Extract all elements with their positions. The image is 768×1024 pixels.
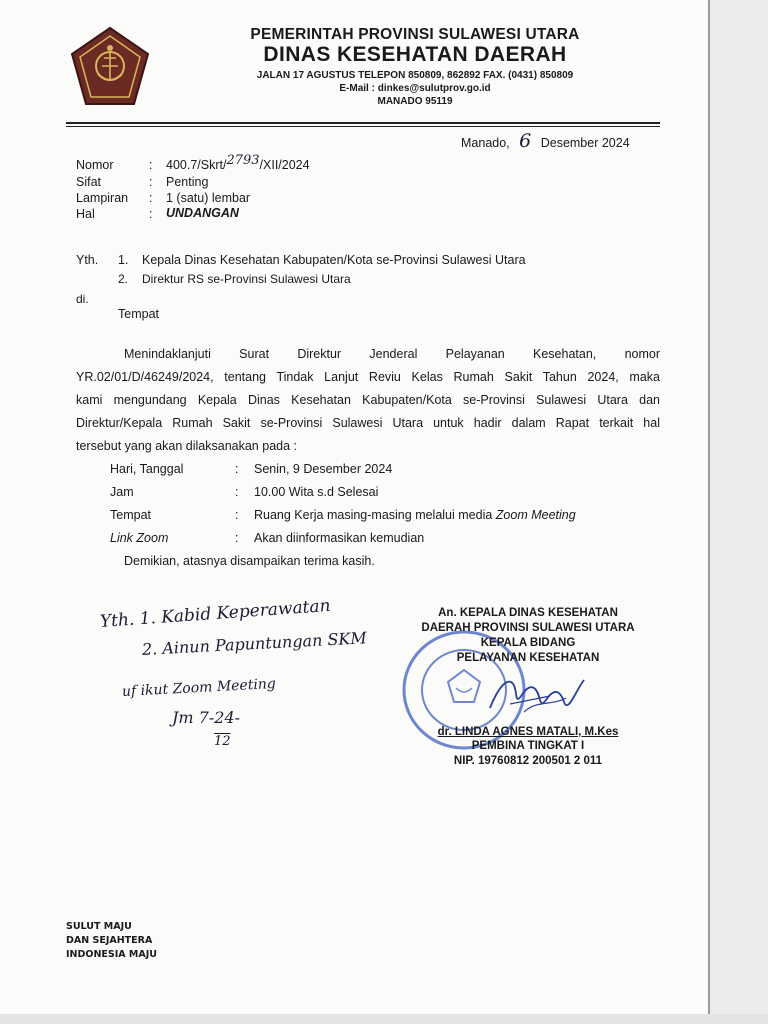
nomor-prefix: 400.7/Skrt/ <box>166 158 227 172</box>
date-month-year: Desember 2024 <box>540 136 630 150</box>
letterhead-rule-thin <box>66 126 660 127</box>
body-line-5: tersebut yang akan dilaksanakan pada : <box>76 439 297 453</box>
nomor-handwritten: 2793 <box>226 153 260 168</box>
meta-sifat-label: Sifat <box>76 175 102 189</box>
detail-place-colon: : <box>235 508 239 522</box>
meta-nomor-colon: : <box>149 158 153 172</box>
handwritten-note-line-5: 12 <box>214 734 231 749</box>
signatory-name: dr. LINDA AGNES MATALI, M.Kes <box>437 726 619 738</box>
meta-lampiran-colon: : <box>149 191 153 205</box>
signature-line-3: KEPALA BIDANG <box>480 637 576 649</box>
place-text: Ruang Kerja masing-masing melalui media <box>254 508 496 522</box>
signatory-rank: PEMBINA TINGKAT I <box>471 740 585 752</box>
recipient-1-text: Kepala Dinas Kesehatan Kabupaten/Kota se-Provinsi Sulawesi Utara <box>142 253 526 267</box>
detail-link-value: Akan diinformasikan kemudian <box>254 531 425 545</box>
handwritten-note-line-1: Yth. 1. Kabid Keperawatan <box>99 595 332 632</box>
letterhead-address: JALAN 17 AGUSTUS TELEPON 850809, 862892 FAX. (0431) 850809 <box>256 70 574 81</box>
meta-sifat-value: Penting <box>166 175 209 189</box>
detail-date-label: Hari, Tanggal <box>110 462 184 476</box>
detail-date-value: Senin, 9 Desember 2024 <box>254 462 393 476</box>
signature-line-2: DAERAH PROVINSI SULAWESI UTARA <box>421 622 635 634</box>
detail-place-value <box>254 508 576 522</box>
detail-link-label: Link Zoom <box>110 531 169 545</box>
detail-time-colon: : <box>235 485 239 499</box>
detail-date-colon: : <box>235 462 239 476</box>
detail-place-label: Tempat <box>110 508 151 522</box>
recipient-1-num: 1. <box>118 253 129 267</box>
meta-hal-label: Hal <box>76 207 95 221</box>
closing-text: Demikian, atasnya disampaikan terima kasih. <box>124 554 375 568</box>
signatory-nip: NIP. 19760812 200501 2 011 <box>453 755 603 767</box>
date-day-handwritten: 6 <box>519 130 532 152</box>
handwritten-signature <box>480 660 590 730</box>
footer-slogan-3: INDONESIA MAJU <box>66 949 157 960</box>
recipients-di: di. <box>76 292 89 306</box>
background-strip <box>710 0 768 1024</box>
meta-hal-value: UNDANGAN <box>166 206 239 220</box>
letterhead-rule <box>66 122 660 124</box>
nomor-suffix: /XII/2024 <box>259 158 310 172</box>
background-bottom <box>0 1014 768 1024</box>
meta-hal-colon: : <box>149 207 153 221</box>
date-place: Manado, <box>461 136 510 150</box>
meta-lampiran-label: Lampiran <box>76 191 129 205</box>
signature-line-1: An. KEPALA DINAS KESEHATAN <box>438 607 618 619</box>
signature-line-4: PELAYANAN KESEHATAN <box>456 652 600 664</box>
letterhead-government: PEMERINTAH PROVINSI SULAWESI UTARA <box>250 26 580 43</box>
body-line-3: kami mengundang Kepala Dinas Kesehatan Kabupaten/Kota se-Provinsi Sulawesi Utara dan <box>76 393 660 407</box>
recipients-prefix: Yth. <box>76 253 99 267</box>
handwritten-note-line-4: Jm 7-24- <box>172 708 241 727</box>
detail-link-colon: : <box>235 531 239 545</box>
letterhead-email: E-Mail : dinkes@sulutprov.go.id <box>339 83 491 94</box>
recipient-2-num: 2. <box>118 272 129 286</box>
body-line-4: Direktur/Kepala Rumah Sakit se-Provinsi Sulawesi Utara untuk hadir dalam Rapat terkait hal <box>76 416 660 430</box>
footer-slogan-2: DAN SEJAHTERA <box>66 935 153 946</box>
detail-time-value: 10.00 Wita s.d Selesai <box>254 485 379 499</box>
recipients-tempat: Tempat <box>118 307 159 321</box>
handwritten-note-line-2: 2. Ainun Papuntungan SKM <box>141 628 368 659</box>
footer-slogan-1: SULUT MAJU <box>66 921 132 932</box>
recipient-2-text: Direktur RS se-Provinsi Sulawesi Utara <box>142 272 351 286</box>
meta-lampiran-value: 1 (satu) lembar <box>166 191 251 205</box>
handwritten-note-line-3: uf ikut Zoom Meeting <box>121 675 277 700</box>
meta-sifat-colon: : <box>149 175 153 189</box>
letterhead-city: MANADO 95119 <box>377 96 453 107</box>
letterhead-agency: DINAS KESEHATAN DAERAH <box>263 43 567 66</box>
meta-nomor-label: Nomor <box>76 158 114 172</box>
place-zoom-meeting: Zoom Meeting <box>495 508 576 522</box>
body-line-1: Menindaklanjuti Surat Direktur Jenderal Pelayanan Kesehatan, nomor <box>124 347 660 361</box>
body-line-2: YR.02/01/D/46249/2024, tentang Tindak Lanjut Reviu Kelas Rumah Sakit Tahun 2024, maka <box>76 370 660 384</box>
letter-date <box>461 130 630 152</box>
detail-time-label: Jam <box>110 485 134 499</box>
meta-nomor-value <box>166 153 310 173</box>
